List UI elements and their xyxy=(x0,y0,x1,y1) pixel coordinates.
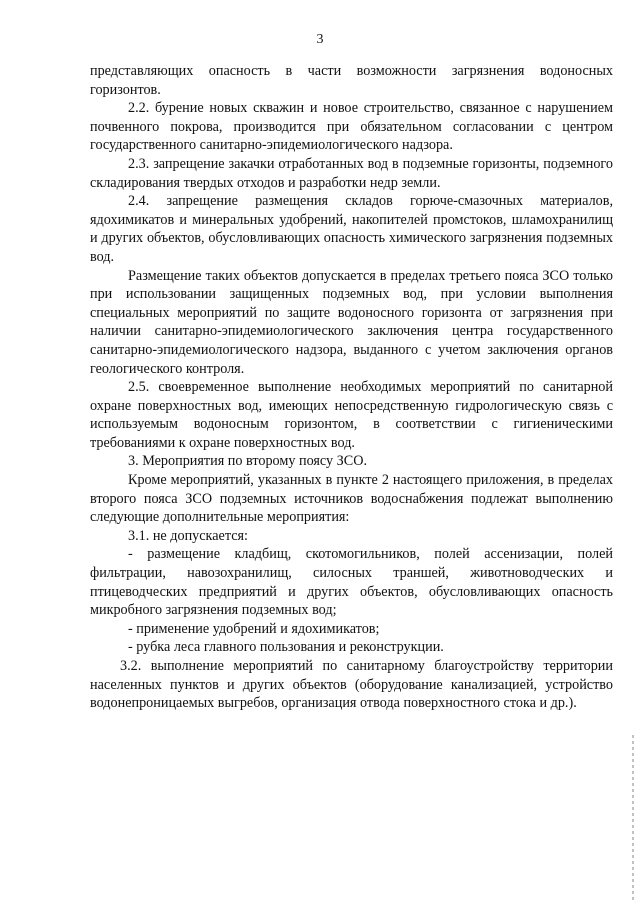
document-body xyxy=(90,62,613,713)
paragraph-placement: Размещение таких объектов допускается в пределах третьего пояса ЗСО только при использовании защищенных подземных вод, при условии выполнения специальных мероприятий по защите водоносного горизонта от загрязнения при наличии санитарно-эпидемиологического заключения центра государственного санитарно-эпидемиологического надзора, выданного с учетом заключения органов геологического контроля. xyxy=(90,267,613,377)
paragraph-section-3-intro: Кроме мероприятий, указанных в пункте 2 настоящего приложения, в пределах второго пояса ЗСО подземных источников водоснабжения подлежат выполнению следующие дополнительные мероприятия: xyxy=(90,472,613,526)
page-number: 3 xyxy=(316,32,324,47)
paragraph-3-1: 3.1. не допускается: xyxy=(128,527,248,544)
scan-edge-mark xyxy=(632,735,634,900)
paragraph-continuation: представляющих опасность в части возможности загрязнения водоносных горизонтов. xyxy=(90,63,613,98)
section-3-heading: 3. Мероприятия по второму поясу ЗСО. xyxy=(128,453,368,470)
paragraph-2-3: 2.3. запрещение закачки отработанных вод в подземные горизонты, подземного складирования твердых отходов и разработки недр земли. xyxy=(90,155,613,191)
list-item-fertilizers: - применение удобрений и ядохимикатов; xyxy=(128,620,380,637)
list-item-placement-ban: - размещение кладбищ, скотомогильников, полей ассенизации, полей фильтрации, навозохранилищ, силосных траншей, животноводческих и птицеводческих предприятий и других объектов, обусловливающих опасность микробного загрязнения подземных вод; xyxy=(90,546,613,619)
paragraph-3-2: 3.2. выполнение мероприятий по санитарному благоустройству территории населенных пунктов и других объектов (оборудование канализацией, устройство водонепроницаемых выгребов, организация отвода поверхностного стока и др.). xyxy=(90,658,613,712)
paragraph-2-2: 2.2. бурение новых скважин и новое строительство, связанное с нарушением почвенного покрова, производится при обязательном согласовании с центром государственного санитарно-эпидемиологического надзора. xyxy=(90,100,613,154)
list-item-logging: - рубка леса главного пользования и реконструкции. xyxy=(128,639,444,656)
paragraph-2-5: 2.5. своевременное выполнение необходимых мероприятий по санитарной охране поверхностных вод, имеющих непосредственную гидрологическую связь с используемым водоносным горизонтом, в соответствии с гигиеническими требованиями к охране поверхностных вод. xyxy=(90,379,613,451)
paragraph-2-4: 2.4. запрещение размещения складов горюче-смазочных материалов, ядохимикатов и минеральных удобрений, накопителей промстоков, шламохранилищ и других объектов, обусловливающих опасность химического загрязнения подземных вод. xyxy=(90,193,613,265)
